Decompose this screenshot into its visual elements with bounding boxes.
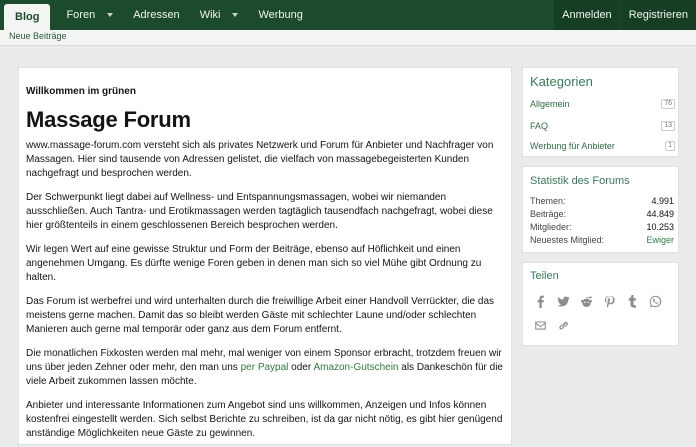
stat-label: Neuestes Mitglied: [530, 235, 605, 245]
stat-label: Mitglieder: [530, 222, 572, 232]
article-body [26, 139, 510, 447]
paragraph-text: als Dankeschön für die viele Arbeit zukommen lassen möchte. [26, 362, 503, 387]
reddit-icon[interactable] [579, 294, 593, 308]
paragraph: Anbieter und interessante Informationen zum Angebot sind uns willkommen, Anzeigen und Infos können kostenfrei eingestellt werden. Sich selbst Berichte zu schreiben, ist da gar nicht nötig, es gibt hier genügend anständige Möglichkeiten neue Gäste zu gewinnen. [26, 400, 503, 439]
categories-widget [522, 67, 679, 157]
category-label: Werbung für Anbieter [530, 141, 615, 151]
tab-adressen-label: Adressen [133, 9, 180, 21]
tab-foren[interactable] [56, 0, 123, 30]
register-link[interactable] [621, 0, 696, 30]
category-item[interactable] [530, 121, 675, 131]
new-posts-link[interactable]: Neue Beiträge [9, 31, 67, 41]
share-widget [522, 262, 679, 346]
twitter-icon[interactable] [556, 294, 570, 308]
paypal-link[interactable]: per Paypal [240, 362, 289, 373]
category-item[interactable] [530, 141, 675, 151]
category-label: Allgemein [530, 99, 570, 109]
register-label: Registrieren [628, 9, 688, 21]
chevron-down-icon[interactable] [107, 13, 113, 17]
category-count-badge: 76 [661, 99, 675, 109]
stat-row [530, 235, 674, 245]
tumblr-icon[interactable] [625, 294, 639, 308]
paragraph: Das Forum ist werbefrei und wird unterhalten durch die freiwillige Arbeit einer Handvoll Verrückter, die das meistens gerne machen. Damit das so bleibt werden Gäste mit schlechter Laune und/oder schlechten Manieren auch gerne mal temporär oder ganz aus dem Forum entfernt. [26, 296, 495, 335]
sub-navigation [0, 30, 696, 46]
category-label: FAQ [530, 121, 549, 131]
paragraph: Wir legen Wert auf eine gewisse Struktur und Form der Beiträge, ebenso auf Höflichkeit und einen angenehmen Umgang. Es dürfte wenige Foren geben in denen man sich so viel Mühe gibt Ordnung zu halten. [26, 244, 482, 283]
stat-row [530, 196, 674, 206]
top-navigation [0, 0, 696, 30]
paragraph-text: oder [288, 362, 314, 373]
chevron-down-icon[interactable] [232, 13, 238, 17]
pinterest-icon[interactable] [602, 294, 616, 308]
newest-member-link[interactable]: Ewiger [646, 235, 674, 245]
tab-wiki-label: Wiki [199, 9, 221, 21]
tab-blog-label: Blog [15, 11, 40, 23]
stat-value: 10.253 [646, 222, 674, 232]
tab-foren-label: Foren [66, 9, 96, 21]
forum-statistics-widget [522, 166, 679, 253]
category-count-badge: 13 [661, 121, 675, 131]
categories-title: Kategorien [530, 74, 593, 89]
facebook-icon[interactable] [533, 294, 547, 308]
tab-werbung-label: Werbung [258, 9, 303, 21]
stat-row [530, 209, 674, 219]
stat-label: Beiträge: [530, 209, 567, 219]
statistics-title: Statistik des Forums [530, 175, 630, 187]
login-link[interactable] [554, 0, 620, 30]
page-kicker: Willkommen im grünen [26, 86, 136, 97]
page-title: Massage Forum [26, 107, 191, 132]
amazon-voucher-link[interactable]: Amazon-Gutschein [313, 362, 399, 373]
tab-werbung[interactable] [248, 0, 312, 30]
tab-adressen[interactable] [123, 0, 189, 30]
stat-label: Themen: [530, 196, 566, 206]
tab-wiki[interactable] [190, 0, 249, 30]
stat-value: 4.991 [651, 196, 674, 206]
paragraph: www.massage-forum.com versteht sich als privates Netzwerk und Forum für Anbieter und Nachfrager von Massagen. Hier sind tausende von Adressen gelistet, die vielfach von massagebegeisterten Kunden nachgefragt und besprochen werden. [26, 140, 494, 179]
paragraph-text: Die monatlichen Fixkosten werden mal mehr, mal weniger von einem Sponsor erbracht, trotzdem freuen wir uns über jeden Zehner oder mehr, den man uns [26, 348, 502, 373]
paragraph [26, 347, 510, 389]
paragraph: Der Schwerpunkt liegt dabei auf Wellness- und Entspannungsmassagen, wobei wir niemanden ausschließen. Auch Tantra- und Erotikmassagen werden tagtäglich tausendfach nachgefragt, wobei diese hier größtenteils in einem geschlossenen Bereich besprochen werden. [26, 192, 493, 231]
category-item[interactable] [530, 99, 675, 109]
stat-row [530, 222, 674, 232]
tab-blog[interactable] [4, 4, 50, 30]
account-links [554, 0, 696, 30]
category-count-badge: 1 [665, 141, 675, 151]
stat-value: 44.849 [646, 209, 674, 219]
login-label: Anmelden [562, 9, 612, 21]
whatsapp-icon[interactable] [648, 294, 662, 308]
share-title: Teilen [530, 270, 559, 282]
email-icon[interactable] [533, 318, 547, 332]
main-content [18, 67, 512, 445]
link-icon[interactable] [556, 318, 570, 332]
